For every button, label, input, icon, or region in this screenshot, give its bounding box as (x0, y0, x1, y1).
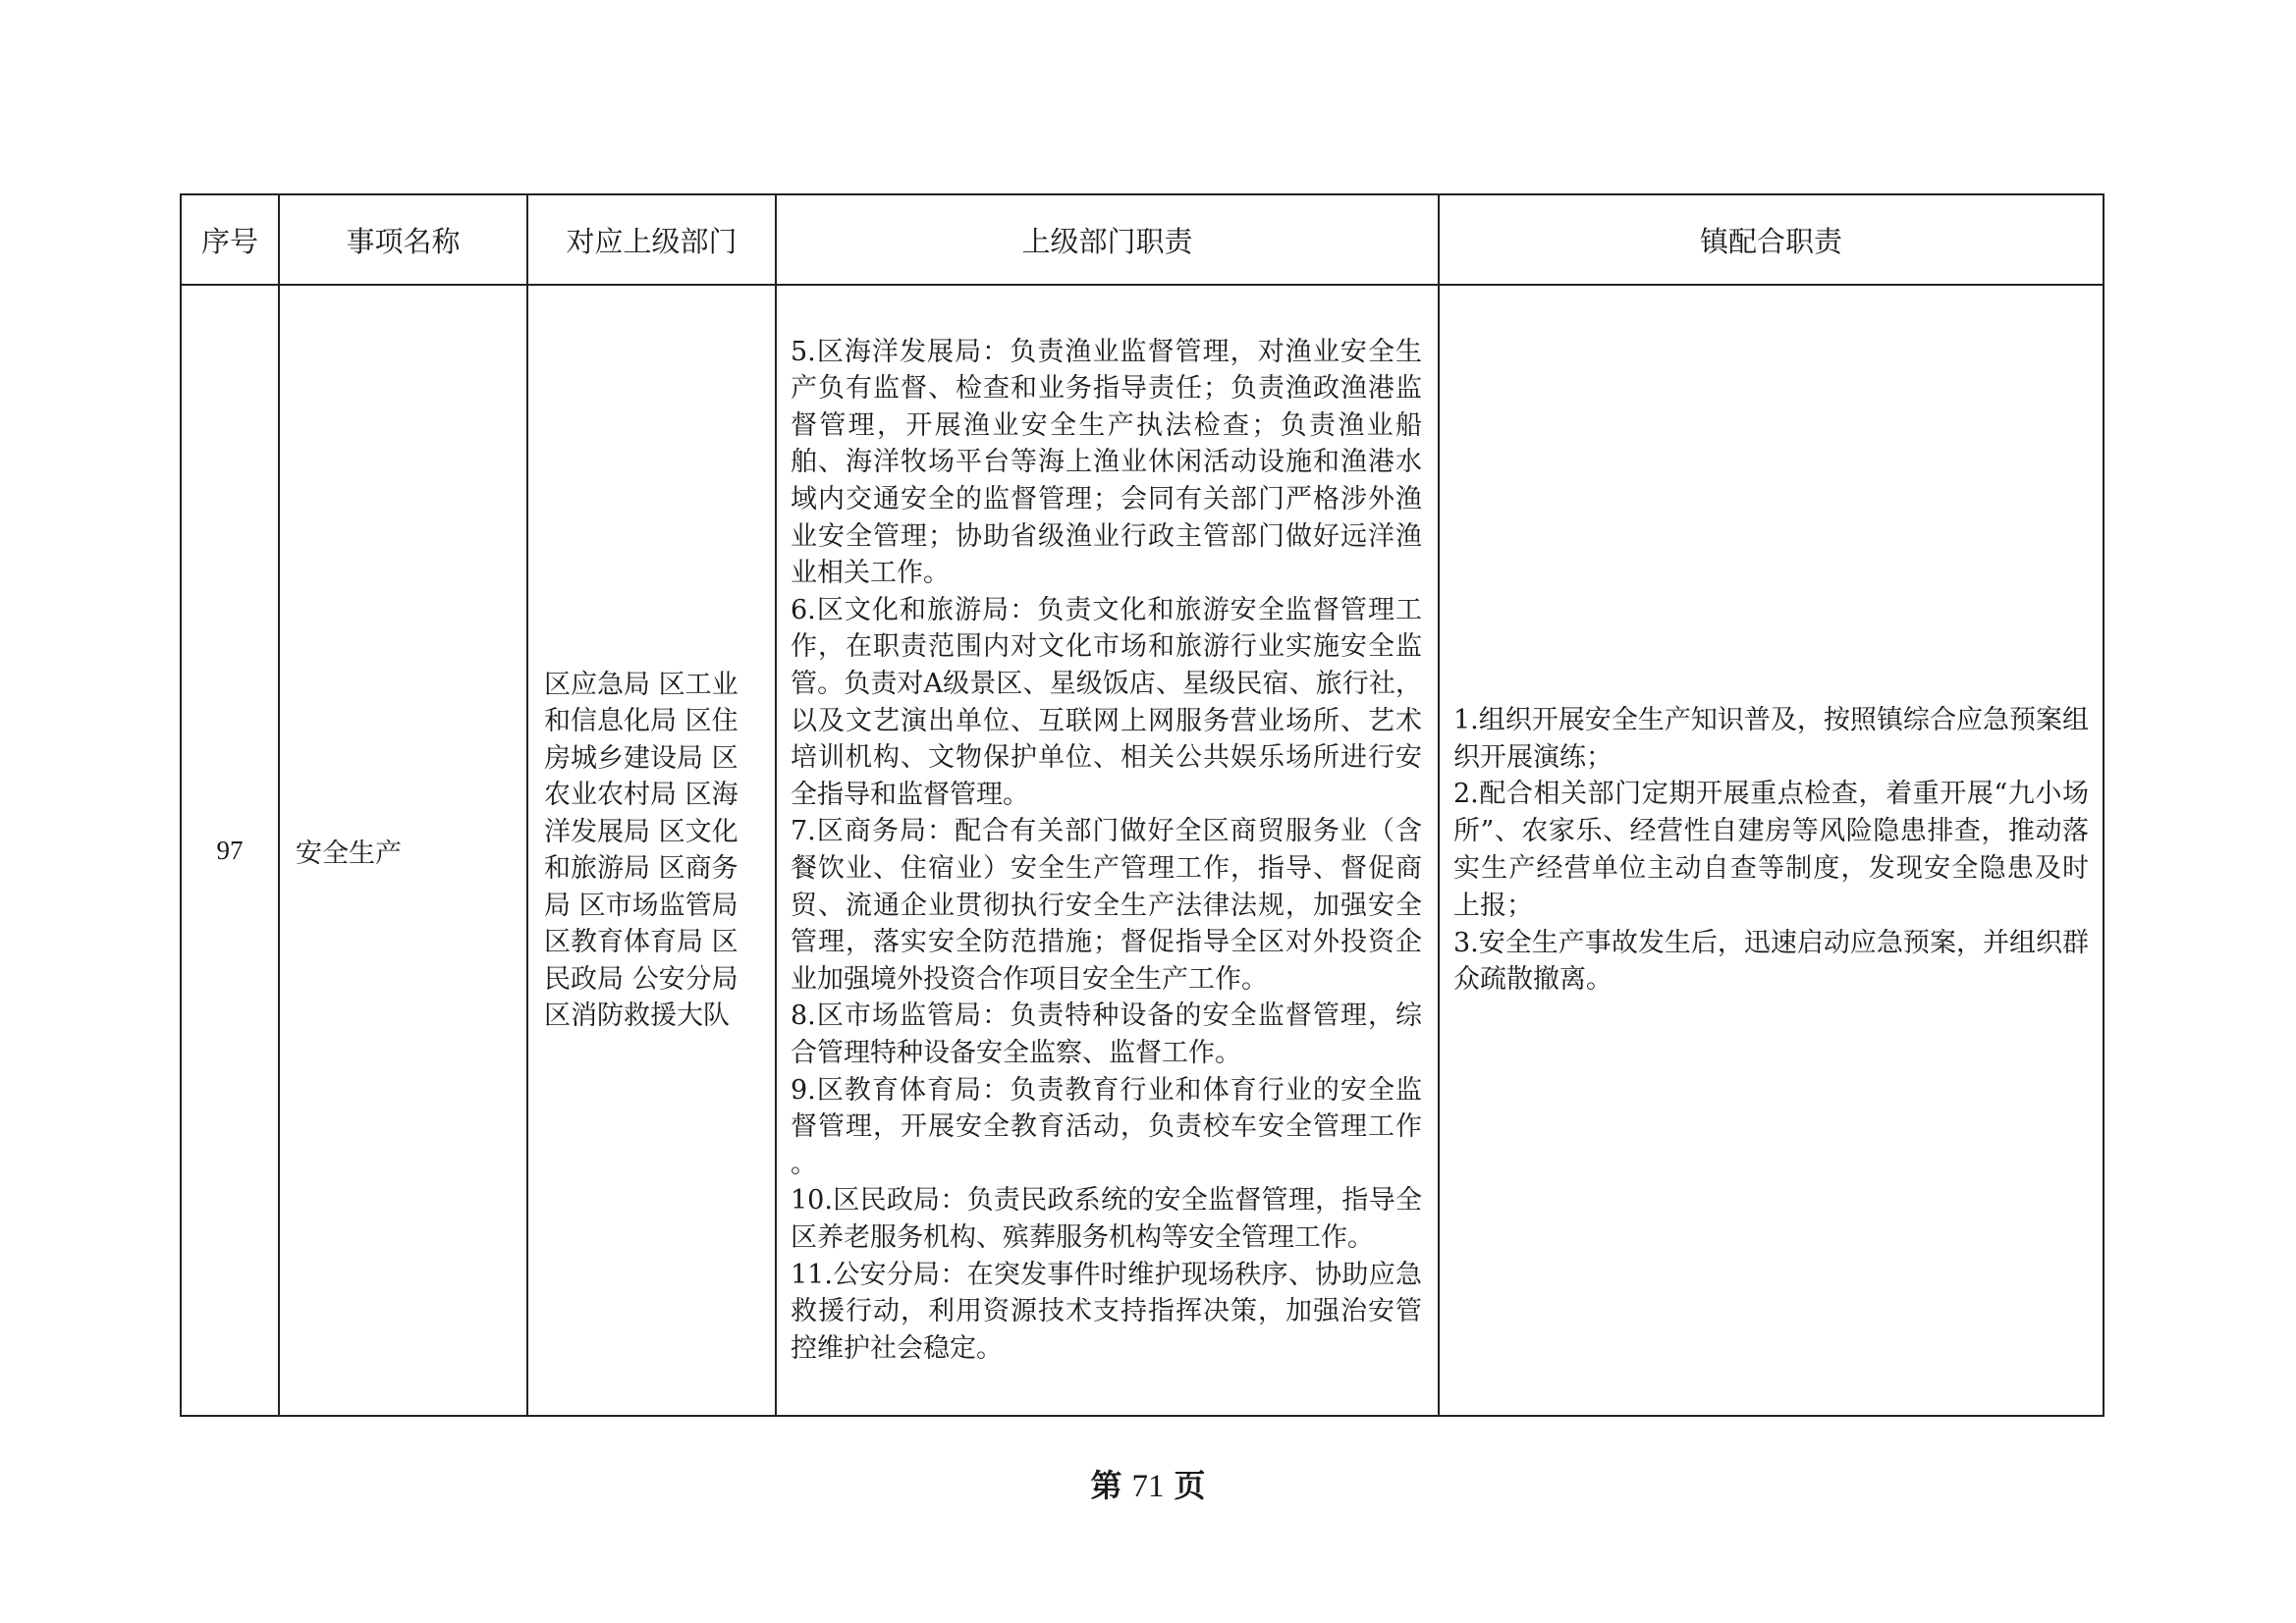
town-duty-item: 2.配合相关部门定期开展重点检查，着重开展“九小场所”、农家乐、经营性自建房等风险隐患排查，推动落实生产经营单位主动自查等制度，发现安全隐患及时上报； (1453, 779, 2089, 921)
header-town-duties: 镇配合职责 (1439, 194, 2104, 285)
town-duty-item: 3.安全生产事故发生后，迅速启动应急预案，并组织群众疏散撤离。 (1453, 927, 2089, 996)
table-header-row (181, 194, 2104, 285)
duty-item: 9.区教育体育局：负责教育行业和体育行业的安全监督管理，开展安全教育活动，负责校车安全管理工作 。 (791, 1074, 1422, 1179)
page-footer (0, 1461, 2296, 1506)
page-number: 71 (1131, 1469, 1165, 1504)
row-seq: 97 (181, 285, 279, 1416)
row-item-name: 安全生产 (279, 285, 527, 1416)
duty-item: 10.区民政局：负责民政系统的安全监督管理，指导全区养老服务机构、殡葬服务机构等安全管理工作。 (791, 1185, 1422, 1253)
duty-item: 5.区海洋发展局：负责渔业监督管理，对渔业安全生产负有监督、检查和业务指导责任；负责渔政渔港监督管理，开展渔业安全生产执法检查；负责渔业船舶、海洋牧场平台等海上渔业休闲活动设施和渔港水域内交通安全的监督管理；会同有关部门严格涉外渔业安全管理；协助省级渔业行政主管部门做好远洋渔业相关工作。 (791, 336, 1422, 589)
header-seq: 序号 (181, 194, 279, 285)
town-duty-item: 1.组织开展安全生产知识普及，按照镇综合应急预案组织开展演练； (1453, 704, 2089, 773)
header-department: 对应上级部门 (527, 194, 776, 285)
page-suffix: 页 (1174, 1467, 1206, 1504)
table-row (181, 285, 2104, 1416)
row-departments: 区应急局 区工业和信息化局 区住房城乡建设局 区农业农村局 区海洋发展局 区文化和旅游局 区商务局 区市场监管局 区教育体育局 区民政局 公安分局 区消防救援大队 (527, 285, 776, 1416)
duty-item: 6.区文化和旅游局：负责文化和旅游安全监督管理工作，在职责范围内对文化市场和旅游行业实施安全监管。负责对A级景区、星级饭店、星级民宿、旅行社，以及文艺演出单位、互联网上网服务营业场所、艺术培训机构、文物保护单位、相关公共娱乐场所进行安全指导和监督管理。 (791, 594, 1422, 810)
header-dept-duties: 上级部门职责 (776, 194, 1439, 285)
duty-item: 8.区市场监管局：负责特种设备的安全监督管理，综合管理特种设备安全监察、监督工作。 (791, 1001, 1422, 1068)
row-dept-duties (776, 285, 1439, 1416)
duty-item: 7.区商务局：配合有关部门做好全区商贸服务业（含餐饮业、住宿业）安全生产管理工作，指导、督促商贸、流通企业贯彻执行安全生产法律法规，加强安全管理，落实安全防范措施；督促指导全区对外投资企业加强境外投资合作项目安全生产工作。 (791, 816, 1422, 995)
page-prefix: 第 (1090, 1467, 1122, 1504)
duty-item: 11.公安分局：在突发事件时维护现场秩序、协助应急救援行动，利用资源技术支持指挥决策，加强治安管控维护社会稳定。 (791, 1259, 1422, 1364)
row-town-duties (1439, 285, 2104, 1416)
responsibility-table (180, 193, 2105, 1417)
header-item-name: 事项名称 (279, 194, 527, 285)
